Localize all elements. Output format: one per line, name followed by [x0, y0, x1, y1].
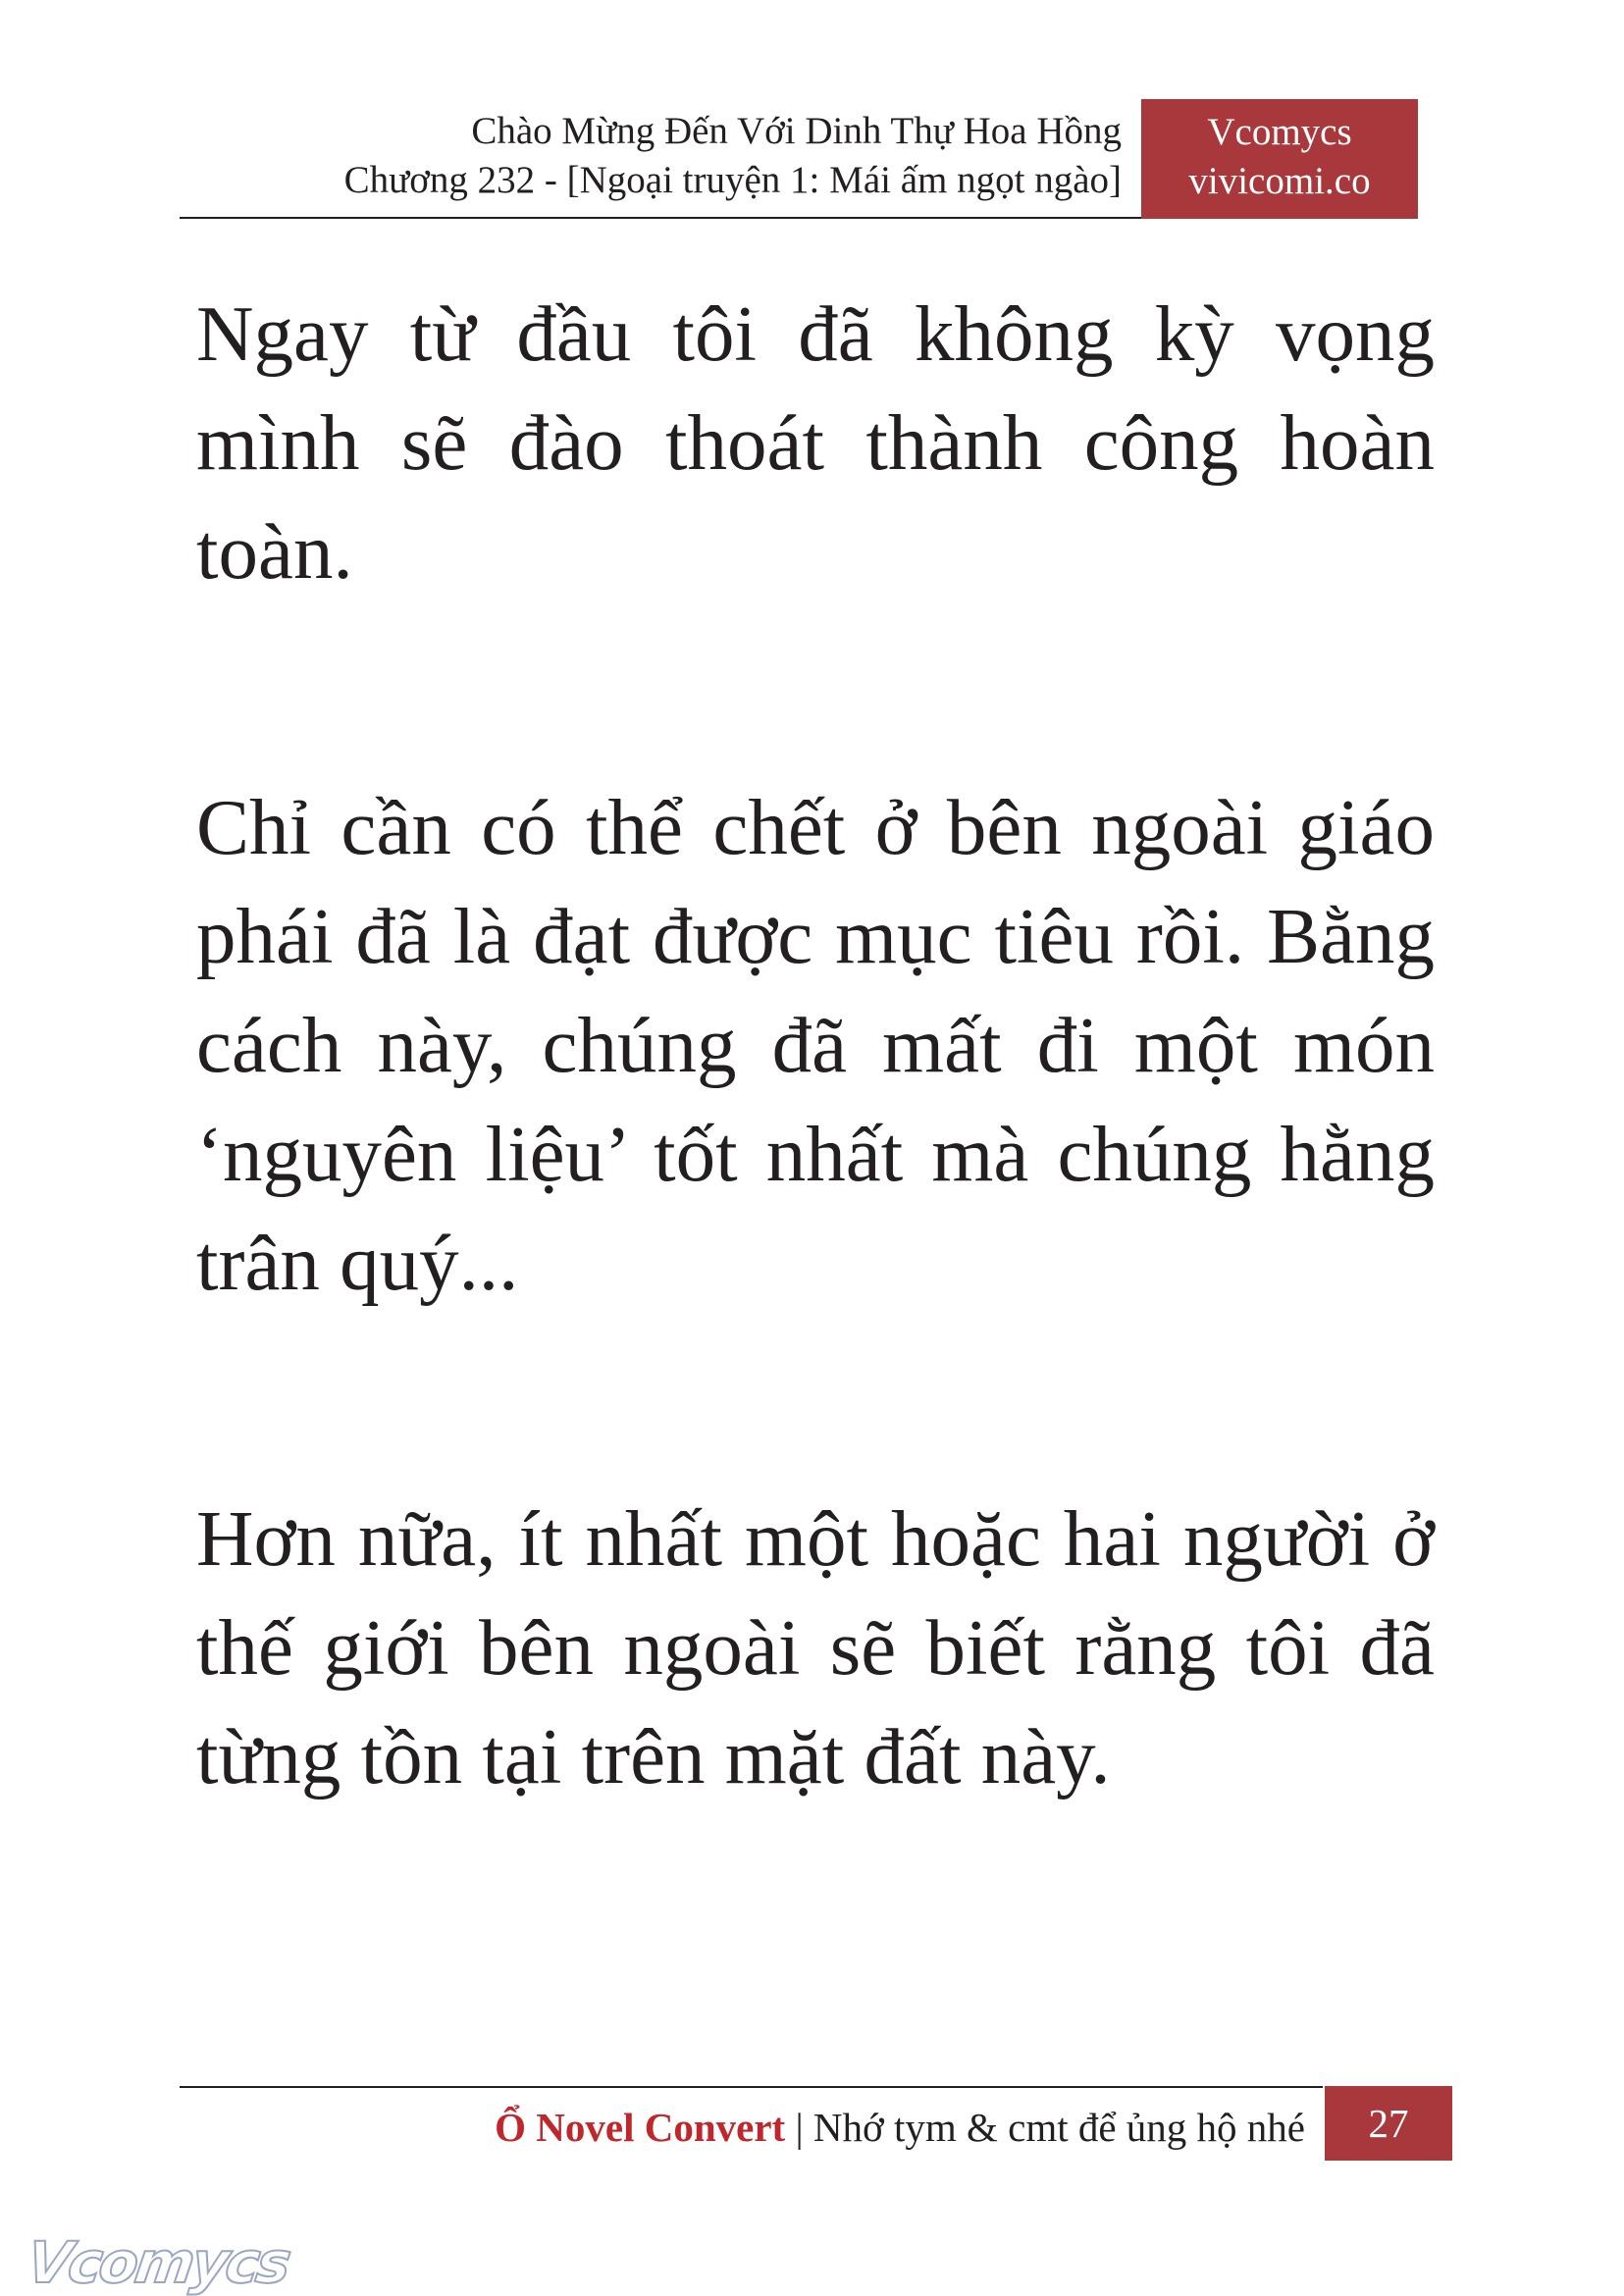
- header-titles: [344, 99, 1122, 219]
- paragraph-3: Hơn nữa, ít nhất một hoặc hai người ở thế giới bên ngoài sẽ biết rằng tôi đã từng tồn tại trên mặt đất này.: [196, 1494, 1435, 1800]
- page-number: 27: [1325, 2086, 1452, 2161]
- page-footer: [180, 2086, 1452, 2161]
- chapter-title: Chương 232 - [Ngoại truyện 1: Mái ấm ngọt ngào]: [343, 159, 1122, 201]
- footer-note: Nhớ tym & cmt để ủng hộ nhé: [812, 2105, 1305, 2150]
- site-badge-name: Vcomycs: [1207, 111, 1352, 153]
- footer-separator: |: [795, 2105, 804, 2150]
- paragraph-2: Chỉ cần có thể chết ở bên ngoài giáo phái đã là đạt được mục tiêu rồi. Bằng cách này, chúng đã mất đi một món ‘nguyên liệu’ tốt nhất mà chúng hằng trân quý...: [196, 783, 1435, 1307]
- footer-divider: [180, 2086, 1323, 2088]
- page-header: [180, 99, 1418, 219]
- watermark-logo: Vcomycs: [23, 2229, 293, 2296]
- book-title: Chào Mừng Đến Với Dinh Thự Hoa Hồng: [471, 110, 1122, 152]
- footer-text: [495, 2098, 1305, 2157]
- site-badge: [1141, 99, 1418, 219]
- chapter-text: [196, 280, 1435, 1811]
- footer-brand: Ổ Novel Convert: [495, 2105, 786, 2150]
- paragraph-1: Ngay từ đầu tôi đã không kỳ vọng mình sẽ đào thoát thành công hoàn toàn.: [196, 289, 1435, 596]
- header-divider: [180, 217, 1141, 219]
- site-badge-url: vivicomi.co: [1188, 160, 1371, 202]
